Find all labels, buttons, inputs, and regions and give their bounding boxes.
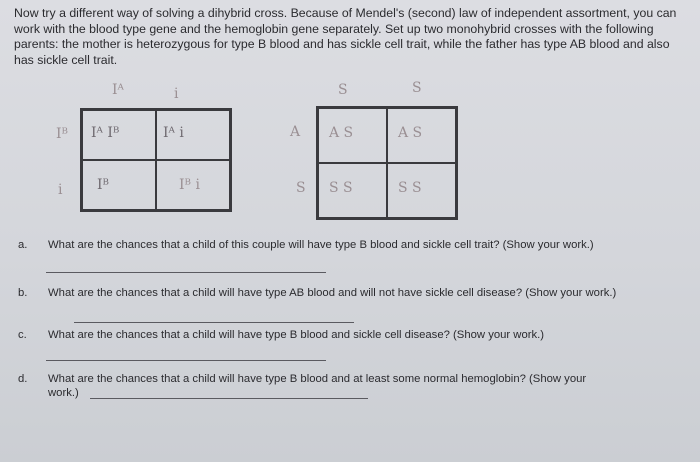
answer-line-d[interactable] xyxy=(90,398,368,399)
hb-side-allele-2: S xyxy=(296,180,306,196)
question-a: a. What are the chances that a child of this couple will have type B blood and sickle cell trait? (Show your work.) xyxy=(18,239,594,251)
hb-cell-4: S S xyxy=(387,163,456,218)
blood-cell-3: Iᴮ xyxy=(82,160,156,210)
question-b: b. What are the chances that a child will have type AB blood and will not have sickle cell disease? (Show your work.) xyxy=(18,287,617,299)
hemoglobin-grid xyxy=(316,106,458,220)
blood-top-allele-2: i xyxy=(174,86,179,102)
blood-cell-4: Iᴮ i xyxy=(156,160,230,210)
hb-top-allele-2: S xyxy=(412,80,422,96)
blood-cell-1: Iᴬ Iᴮ xyxy=(82,110,156,160)
blood-side-allele-2: i xyxy=(58,182,63,198)
hb-cell-1: A S xyxy=(318,108,387,163)
blood-cell-2: Iᴬ i xyxy=(156,110,230,160)
instructions-paragraph: Now try a different way of solving a dihybrid cross. Because of Mendel's (second) law of independent assortment, you can work with the blood type gene and the hemoglobin gene separately. Set up two monohybrid crosses with the following parents: the mother is heterozygous for type B blood and has sickle cell trait, while the father has type AB blood and also has sickle cell trait. xyxy=(14,6,677,67)
blood-top-allele-1: Iᴬ xyxy=(112,82,124,98)
question-d: d. What are the chances that a child will have type B blood and at least some normal hemoglobin? (Show your work.) xyxy=(18,373,587,399)
answer-line-a[interactable] xyxy=(46,272,326,273)
blood-side-allele-1: Iᴮ xyxy=(56,126,69,142)
hb-side-allele-1: A xyxy=(290,124,301,140)
answer-line-b[interactable] xyxy=(74,322,354,323)
hb-top-allele-1: S xyxy=(338,82,348,98)
hb-cell-3: S S xyxy=(318,163,387,218)
hb-cell-2: A S xyxy=(387,108,456,163)
question-c: c. What are the chances that a child will have type B blood and sickle cell disease? (Show your work.) xyxy=(18,329,545,341)
answer-line-c[interactable] xyxy=(46,360,326,361)
blood-grid xyxy=(80,108,232,212)
